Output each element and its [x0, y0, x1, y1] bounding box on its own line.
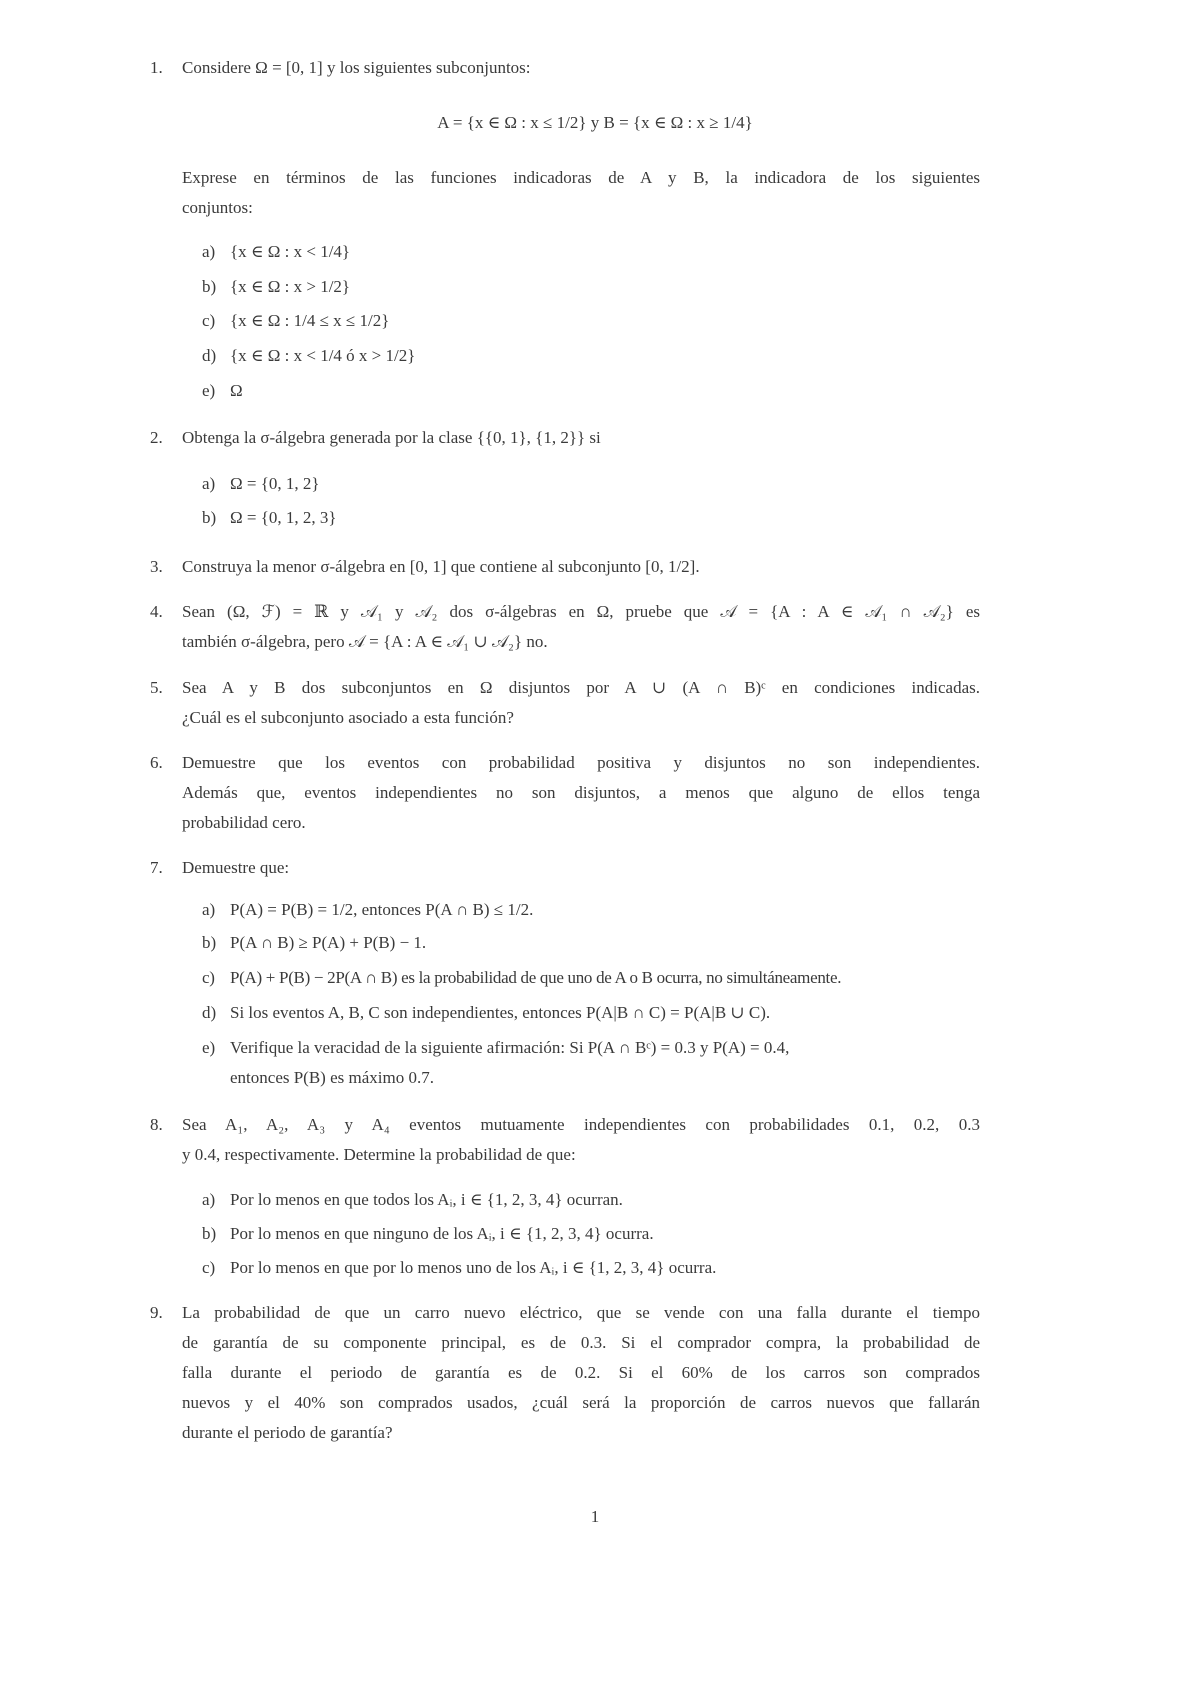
sub-item [202, 310, 389, 332]
sub-item [202, 1257, 716, 1279]
problem-text: de garantía de su componente principal, es de 0.3. Si el comprador compra, la probabilidad de [182, 1333, 980, 1352]
sub-item-text: Ω = {0, 1, 2} [230, 474, 320, 493]
sub-item-label: b) [202, 933, 217, 952]
sub-item [202, 899, 533, 921]
sub-item-label: c) [202, 311, 216, 330]
problem-text: también σ-álgebra, pero 𝒜 = {A : A ∈ 𝒜₁ ∪ 𝒜₂} no. [182, 632, 548, 651]
problem-number: 5. [150, 678, 163, 697]
sub-item-text: {x ∈ Ω : x < 1/4} [230, 242, 351, 261]
problem-text: probabilidad cero. [182, 813, 306, 832]
sub-item-label: e) [202, 381, 216, 400]
sub-item [202, 241, 350, 263]
problem-text: conjuntos: [182, 198, 253, 217]
problem-text: Demuestre que los eventos con probabilidad positiva y disjuntos no son independientes. [182, 753, 980, 772]
sub-item-text: entonces P(B) es máximo 0.7. [230, 1068, 434, 1087]
sub-item [202, 1189, 623, 1211]
sub-item-text: Verifique la veracidad de la siguiente afirmación: Si P(A ∩ Bᶜ) = 0.3 y P(A) = 0.4, [230, 1038, 790, 1057]
problem-text: La probabilidad de que un carro nuevo eléctrico, que se vende con una falla durante el tiempo [182, 1303, 980, 1322]
sub-item-label: d) [202, 346, 217, 365]
sub-item [202, 1002, 770, 1024]
problem-number: 6. [150, 753, 163, 772]
sub-item-label: d) [202, 1003, 217, 1022]
problem-text: Además que, eventos independientes no son disjuntos, a menos que alguno de ellos tenga [182, 783, 980, 802]
problem-number: 1. [150, 58, 163, 77]
equation: A = {x ∈ Ω : x ≤ 1/2} y B = {x ∈ Ω : x ≥ 1/4} [437, 113, 753, 132]
page-number: 1 [590, 1507, 600, 1526]
problem-text: durante el periodo de garantía? [182, 1423, 393, 1442]
sub-item-text: Ω [230, 381, 243, 400]
sub-item-label: b) [202, 277, 217, 296]
sub-item [202, 276, 350, 298]
problem-text: Sea A₁, A₂, A₃ y A₄ eventos mutuamente independientes con probabilidades 0.1, 0.2, 0.3 [182, 1115, 980, 1134]
problem-text: Obtenga la σ-álgebra generada por la clase {{0, 1}, {1, 2}} si [182, 428, 601, 447]
sub-item [202, 967, 841, 989]
problem-number: 3. [150, 557, 163, 576]
problem-text: Sea A y B dos subconjuntos en Ω disjuntos por A ∪ (A ∩ B)ᶜ en condiciones indicadas. [182, 678, 980, 697]
sub-item [202, 380, 243, 402]
sub-item [202, 345, 415, 367]
sub-item-text: P(A ∩ B) ≥ P(A) + P(B) − 1. [230, 933, 427, 952]
problem-number: 7. [150, 858, 163, 877]
problem-text: Exprese en términos de las funciones indicadoras de A y B, la indicadora de los siguientes [182, 168, 980, 187]
sub-item-label: a) [202, 1190, 216, 1209]
sub-item-label: e) [202, 1038, 216, 1057]
sub-item-label: c) [202, 968, 215, 987]
problem-text: y 0.4, respectivamente. Determine la probabilidad de que: [182, 1145, 576, 1164]
problem-text: Construya la menor σ-álgebra en [0, 1] que contiene al subconjunto [0, 1/2]. [182, 557, 700, 576]
problem-text: Sean (Ω, ℱ) = ℝ y 𝒜₁ y 𝒜₂ dos σ-álgebras en Ω, pruebe que 𝒜 = {A : A ∈ 𝒜₁ ∩ 𝒜₂} es [182, 602, 980, 621]
problem-number: 9. [150, 1303, 163, 1322]
sub-item-label: a) [202, 900, 216, 919]
sub-item-text: Por lo menos en que ninguno de los Aᵢ, i ∈ {1, 2, 3, 4} ocurra. [230, 1224, 654, 1243]
sub-item-text: P(A) + P(B) − 2P(A ∩ B) es la probabilidad de que uno de A o B ocurra, no simultáneamente. [230, 968, 842, 987]
sub-item-text: Ω = {0, 1, 2, 3} [230, 508, 337, 527]
sub-item-label: a) [202, 474, 216, 493]
problem-text: Considere Ω = [0, 1] y los siguientes subconjuntos: [182, 58, 531, 77]
sub-item-text: Por lo menos en que por lo menos uno de los Aᵢ, i ∈ {1, 2, 3, 4} ocurra. [230, 1258, 717, 1277]
problem-text: Demuestre que: [182, 858, 290, 877]
sub-item-text: {x ∈ Ω : x > 1/2} [230, 277, 351, 296]
problem-number: 2. [150, 428, 163, 447]
sub-item-label: c) [202, 1258, 216, 1277]
sub-item-label: b) [202, 1224, 217, 1243]
problem-text: nuevos y el 40% son comprados usados, ¿cuál será la proporción de carros nuevos que fallarán [182, 1393, 980, 1412]
problem-number: 4. [150, 602, 163, 621]
sub-item-text: Si los eventos A, B, C son independientes, entonces P(A|B ∩ C) = P(A|B ∪ C). [230, 1003, 771, 1022]
sub-item-text: {x ∈ Ω : x < 1/4 ó x > 1/2} [230, 346, 416, 365]
sub-item-text: Por lo menos en que todos los Aᵢ, i ∈ {1, 2, 3, 4} ocurran. [230, 1190, 623, 1209]
sub-item-text: P(A) = P(B) = 1/2, entonces P(A ∩ B) ≤ 1/2. [230, 900, 534, 919]
sub-item-label: a) [202, 242, 216, 261]
problem-text: falla durante el periodo de garantía es de 0.2. Si el 60% de los carros son comprados [182, 1363, 980, 1382]
sub-item [202, 473, 320, 495]
sub-item-label: b) [202, 508, 217, 527]
sub-item [202, 1223, 654, 1245]
sub-item [202, 507, 337, 529]
sub-item [202, 1037, 789, 1059]
problem-text: ¿Cuál es el subconjunto asociado a esta función? [182, 708, 514, 727]
sub-item [202, 932, 426, 954]
problem-number: 8. [150, 1115, 163, 1134]
sub-item-text: {x ∈ Ω : 1/4 ≤ x ≤ 1/2} [230, 311, 390, 330]
